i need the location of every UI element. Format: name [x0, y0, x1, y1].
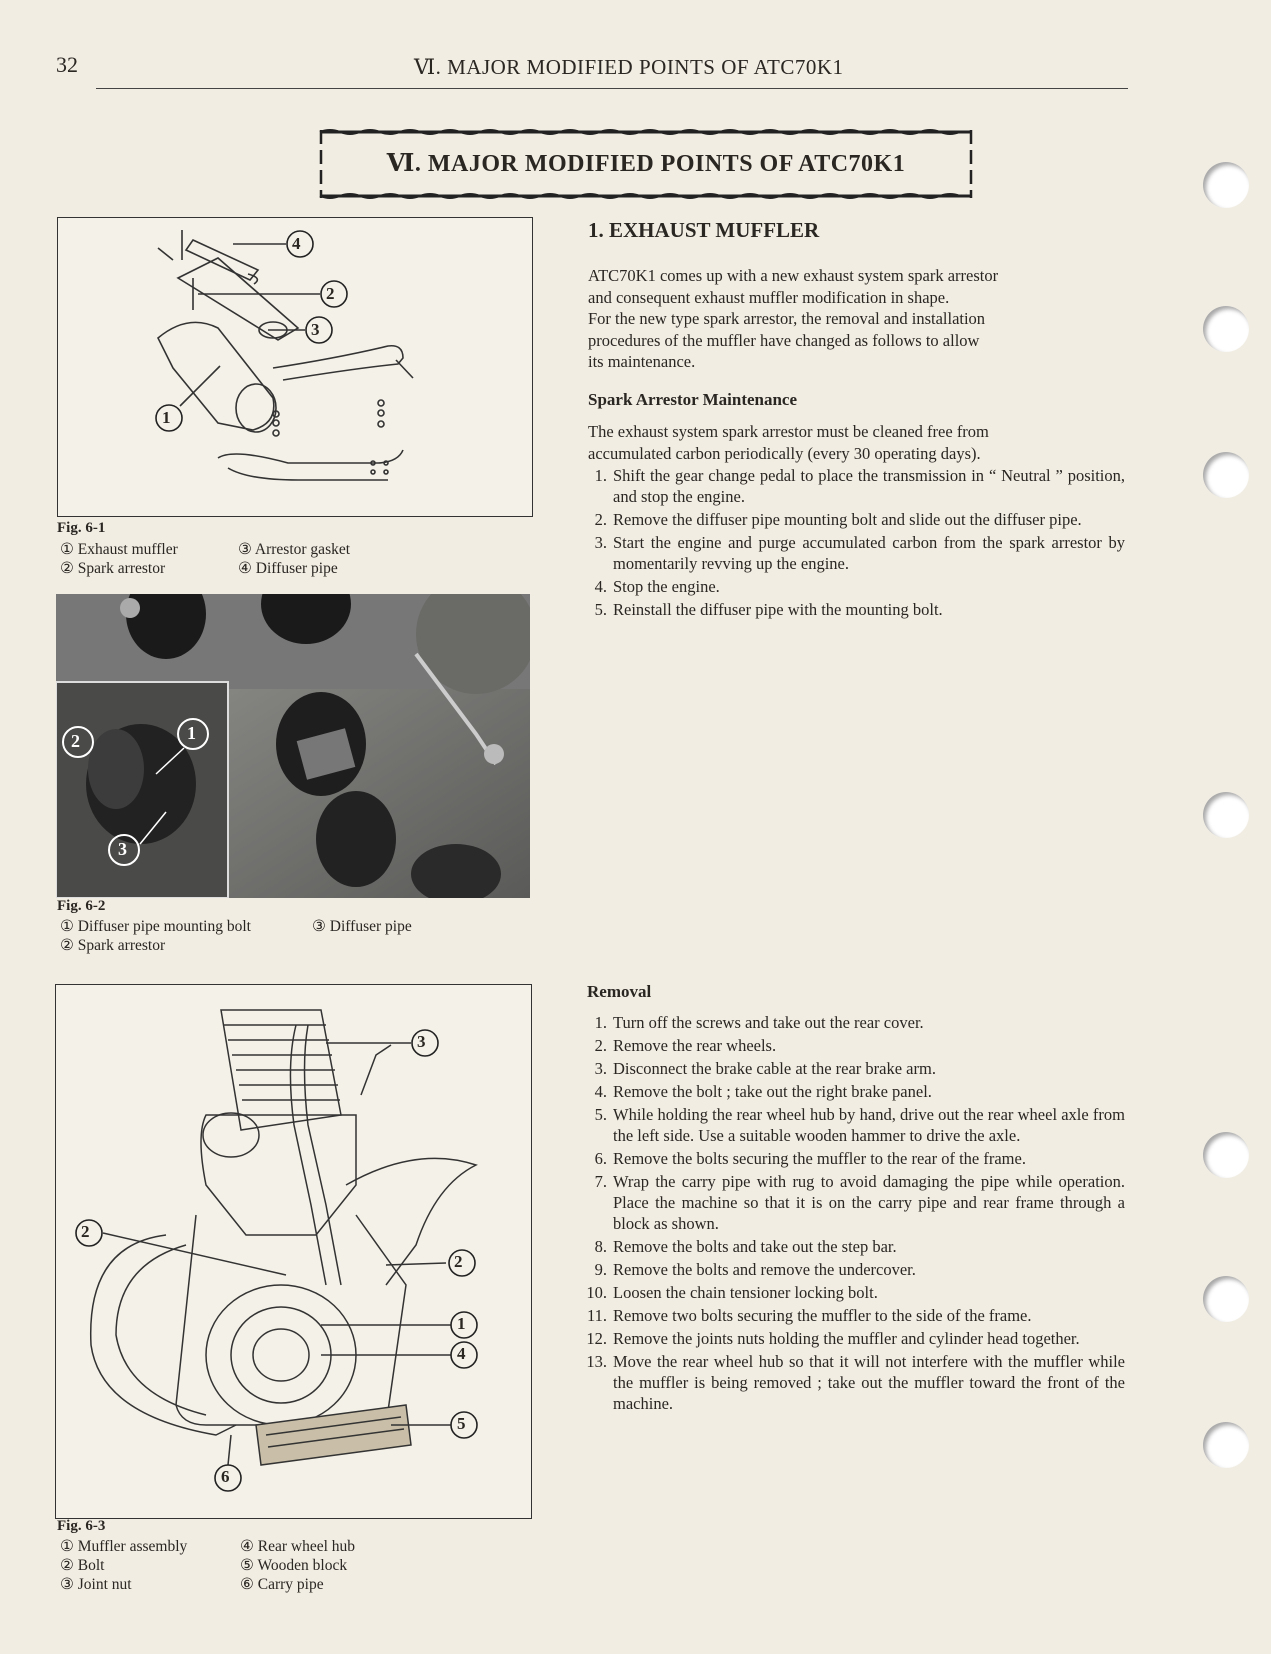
fig-6-3-item: ① Muffler assembly [60, 1538, 188, 1555]
step-text: Disconnect the brake cable at the rear brake arm. [613, 1059, 936, 1078]
step-number: 3. [594, 1059, 607, 1078]
fig-6-2-label: Fig. 6-2 [57, 898, 106, 914]
fig-6-2-item: ② Spark arrestor [60, 937, 166, 954]
step-number: 13. [586, 1352, 607, 1371]
step-text: Turn off the screws and take out the rear cover. [613, 1013, 924, 1032]
maintenance-heading: Spark Arrestor Maintenance [588, 390, 798, 409]
step-text: Remove two bolts securing the muffler to the side of the frame. [613, 1306, 1032, 1325]
binder-hole [1203, 792, 1249, 838]
list-item [585, 1081, 1125, 1102]
muffler-removal-diagram [56, 985, 529, 1516]
callout-5: 5 [457, 1414, 466, 1433]
list-item [585, 509, 1125, 530]
step-text: Remove the joints nuts holding the muffler and cylinder head together. [613, 1329, 1080, 1348]
running-head: Ⅵ. MAJOR MODIFIED POINTS OF ATC70K1 [414, 55, 844, 79]
list-item [585, 1282, 1125, 1303]
exhaust-muffler-diagram [58, 218, 530, 514]
callout-3: 3 [417, 1032, 426, 1051]
callout-6: 6 [221, 1467, 230, 1486]
list-item [585, 1171, 1125, 1234]
figure-6-2-photo [56, 594, 530, 898]
step-number: 2. [594, 1036, 607, 1055]
binder-hole [1203, 306, 1249, 352]
photo-callout-2: 2 [71, 731, 80, 751]
list-item [585, 1058, 1125, 1079]
step-number: 12. [586, 1329, 607, 1348]
section-intro [588, 265, 1124, 373]
spark-arrestor-photo [56, 594, 530, 898]
section-title: Ⅵ. MAJOR MODIFIED POINTS OF ATC70K1 [386, 151, 906, 177]
list-item [585, 576, 1125, 597]
step-text: Start the engine and purge accumulated carbon from the spark arrestor by momentarily revving up the engine. [613, 533, 1125, 573]
step-number: 6. [594, 1149, 607, 1168]
binder-hole [1203, 1276, 1249, 1322]
section-title-box [318, 126, 974, 202]
list-item [585, 1236, 1125, 1257]
removal-steps [585, 1012, 1125, 1416]
callout-2: 2 [454, 1252, 463, 1271]
step-text: Remove the bolt ; take out the right brake panel. [613, 1082, 932, 1101]
intro-line: and consequent exhaust muffler modification in shape. [588, 287, 950, 307]
step-number: 8. [594, 1237, 607, 1256]
fig-6-3-label: Fig. 6-3 [57, 1518, 106, 1534]
fig-6-3-item: ② Bolt [60, 1557, 105, 1574]
step-number: 9. [594, 1260, 607, 1279]
removal-heading: Removal [587, 982, 652, 1001]
step-text: Move the rear wheel hub so that it will not interfere with the muffler while the muffler is being removed ; take out the muffler toward the front of the machine. [613, 1352, 1125, 1413]
step-number: 4. [594, 577, 607, 596]
fig-6-1-item: ③ Arrestor gasket [238, 541, 351, 558]
step-text: Shift the gear change pedal to place the transmission in “ Neutral ” position, and stop the engine. [613, 466, 1125, 506]
list-item [585, 1305, 1125, 1326]
list-item [585, 532, 1125, 574]
page-number: 32 [56, 52, 78, 77]
step-number: 4. [594, 1082, 607, 1101]
callout-4: 4 [457, 1344, 466, 1363]
callout-2: 2 [81, 1222, 90, 1241]
step-text: Wrap the carry pipe with rug to avoid damaging the pipe while operation. Place the machine so that it is on the carry pipe and rear frame through a block as shown. [613, 1172, 1125, 1233]
binder-hole [1203, 1132, 1249, 1178]
maintenance-steps [585, 465, 1125, 622]
list-item [585, 1012, 1125, 1033]
step-number: 1. [594, 1013, 607, 1032]
step-text: Remove the bolts and take out the step bar. [613, 1237, 897, 1256]
step-text: Remove the diffuser pipe mounting bolt and slide out the diffuser pipe. [613, 510, 1082, 529]
intro-line: procedures of the muffler have changed as follows to allow [588, 330, 980, 350]
fig-6-3-item: ⑤ Wooden block [240, 1557, 348, 1574]
photo-callout-3: 3 [118, 839, 127, 859]
step-number: 3. [594, 533, 607, 552]
list-item [585, 465, 1125, 507]
step-number: 5. [594, 1105, 607, 1124]
fig-6-1-item: ④ Diffuser pipe [238, 560, 338, 577]
step-number: 11. [586, 1306, 607, 1325]
intro-line: accumulated carbon periodically (every 30 operating days). [588, 443, 981, 463]
binder-hole [1203, 162, 1249, 208]
fig-6-3-item: ③ Joint nut [60, 1576, 132, 1593]
binder-hole [1203, 452, 1249, 498]
list-item [585, 1351, 1125, 1414]
intro-line: For the new type spark arrestor, the removal and installation [588, 309, 986, 328]
list-item [585, 1148, 1125, 1169]
list-item [585, 1259, 1125, 1280]
step-number: 1. [594, 466, 607, 485]
list-item [585, 599, 1125, 620]
step-number: 7. [594, 1172, 607, 1191]
fig-6-2-item: ① Diffuser pipe mounting bolt [60, 918, 251, 935]
list-item [585, 1104, 1125, 1146]
step-text: Reinstall the diffuser pipe with the mounting bolt. [613, 600, 943, 619]
callout-2: 2 [326, 284, 335, 303]
step-text: Remove the rear wheels. [613, 1036, 777, 1055]
intro-line: The exhaust system spark arrestor must be cleaned free from [588, 422, 989, 441]
intro-line: its maintenance. [588, 352, 696, 371]
fig-6-1-item: ② Spark arrestor [60, 560, 166, 577]
list-item [585, 1035, 1125, 1056]
step-number: 5. [594, 600, 607, 619]
fig-6-1-label: Fig. 6-1 [57, 520, 106, 536]
figure-6-3 [55, 984, 532, 1519]
section-heading: 1. EXHAUST MUFFLER [588, 218, 820, 242]
header-rule [96, 88, 1128, 89]
photo-callout-1: 1 [187, 723, 196, 743]
fig-6-2-item: ③ Diffuser pipe [312, 918, 412, 935]
fig-6-3-item: ④ Rear wheel hub [240, 1538, 356, 1555]
fig-6-1-item: ① Exhaust muffler [60, 541, 178, 558]
callout-3: 3 [311, 320, 320, 339]
maintenance-intro [588, 421, 1124, 464]
binder-hole [1203, 1422, 1249, 1468]
fig-6-3-item: ⑥ Carry pipe [240, 1576, 324, 1593]
step-text: Loosen the chain tensioner locking bolt. [613, 1283, 878, 1302]
figure-6-1 [57, 217, 533, 517]
step-text: Stop the engine. [613, 577, 720, 596]
step-number: 10. [586, 1283, 607, 1302]
callout-1: 1 [162, 408, 171, 427]
step-number: 2. [594, 510, 607, 529]
step-text: Remove the bolts and remove the undercover. [613, 1260, 916, 1279]
step-text: Remove the bolts securing the muffler to the rear of the frame. [613, 1149, 1026, 1168]
list-item [585, 1328, 1125, 1349]
step-text: While holding the rear wheel hub by hand, drive out the rear wheel axle from the left side. Use a suitable wooden hammer to drive the axle. [613, 1105, 1125, 1145]
intro-line: ATC70K1 comes up with a new exhaust system spark arrestor [588, 266, 999, 285]
callout-4: 4 [292, 234, 301, 253]
callout-1: 1 [457, 1314, 466, 1333]
